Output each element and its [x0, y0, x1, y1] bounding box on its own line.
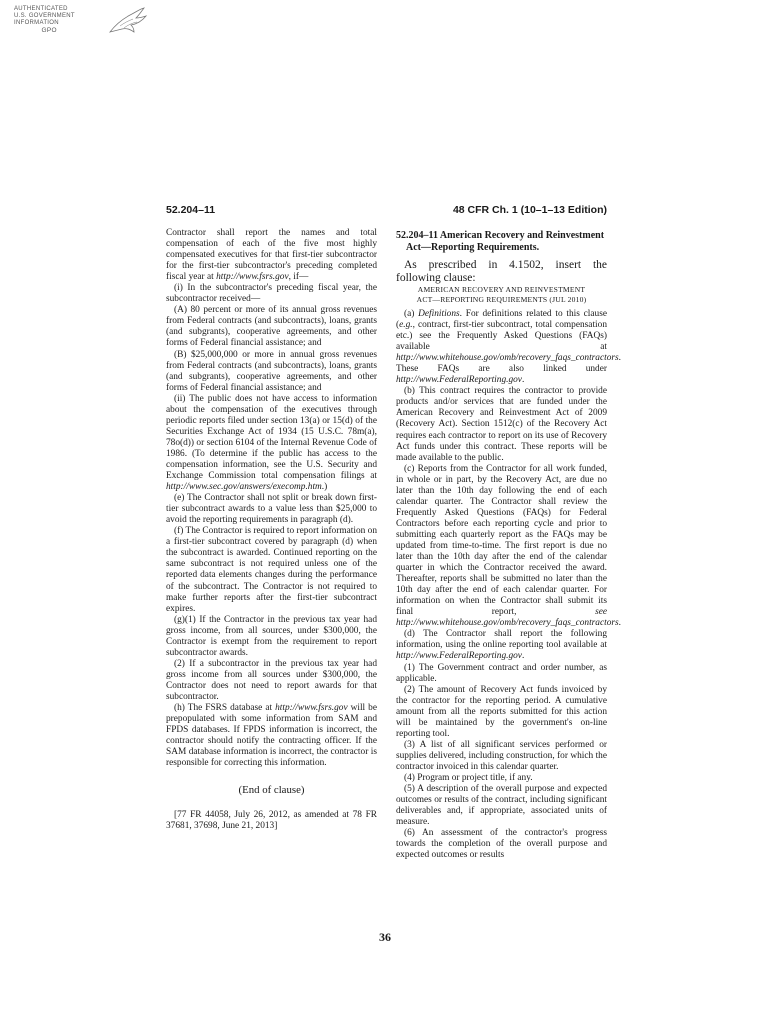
paragraph: (2) The amount of Recovery Act funds invoiced by the contractor for the reporting period. A cumulative amount from all the reports submitted for this action will be maintained by the government's on-line reporting tool.: [396, 684, 607, 739]
paragraph: (2) If a subcontractor in the previous tax year had gross income from all sources under $300,000, the Contractor does not need to report awards for that subcontractor.: [166, 658, 377, 702]
link: http://www.FederalReporting.gov: [396, 651, 522, 662]
edition-title: 48 CFR Ch. 1 (10–1–13 Edition): [452, 204, 607, 216]
paragraph: (h) The FSRS database at http://www.fsrs.gov will be prepopulated with some information from SAM and FPDS databases. If FPDS information is incorrect, the contractor should notify the contracting officer. If the SAM database information is incorrect, the contractor is responsible for correcting this information.: [166, 703, 377, 769]
clause-title: [396, 285, 607, 305]
paragraph: (c) Reports from the Contractor for all work funded, in whole or in part, by the Recovery Act, are due no later than the 10th day following the end of each calendar quarter. The Contractor shall review the Frequently Asked Questions (FAQs) for Federal Contractors before each reporting cycle and prior to submitting each quarterly report as the FAQs may be updated from time-to-time. The first report is due no later than the 10th day after the end of the calendar quarter in which the Contractor received the award. Thereafter, reports shall be submitted no later than the 10th day after the end of each calendar quarter. For information on when the Contractor shall submit its final report, see http://www.whitehouse.gov/omb/recovery_faqs_contractors.: [396, 463, 622, 629]
paragraph: Contractor shall report the names and total compensation of each of the five most highly compensated executives for that first-tier subcontractor for the first-tier subcontractor's preceding completed fiscal year at http://www.fsrs.gov, if—: [166, 228, 377, 283]
clause-title-line: AMERICAN RECOVERY AND REINVESTMENT: [417, 285, 586, 294]
link: http://www.fsrs.gov: [275, 703, 348, 714]
paragraph: (B) $25,000,000 or more in annual gross revenues from Federal contracts (and subcontracts), loans, grants (and subgrants), cooperative agreements, and other forms of Federal financial assistance; and: [166, 349, 377, 393]
seal-line-1: AUTHENTICATED: [14, 6, 68, 12]
running-head: [166, 204, 607, 220]
eagle-icon: [106, 6, 148, 36]
paragraph: (e) The Contractor shall not split or break down first-tier subcontract awards to a value less than $25,000 to avoid the reporting requirements in paragraph (d).: [166, 493, 377, 526]
left-column: [166, 228, 377, 832]
link: http://www.FederalReporting.gov: [396, 375, 522, 386]
link: http://www.whitehouse.gov/omb/recovery_faqs_contractors: [396, 618, 619, 629]
paragraph: (3) A list of all significant services performed or supplies delivered, including construction, for which the contractor invoiced in this calendar quarter.: [396, 739, 607, 772]
right-column: [396, 228, 622, 861]
paragraph: (g)(1) If the Contractor in the previous tax year had gross income, from all sources, under $300,000, the Contractor is exempt from the requirement to report subcontractor awards.: [166, 614, 377, 658]
section-number: 52.204–11: [166, 204, 216, 216]
citation: [77 FR 44058, July 26, 2012, as amended at 78 FR 37681, 37698, June 21, 2013]: [166, 810, 377, 832]
end-of-clause: (End of clause): [238, 784, 305, 797]
gpo-authentication-seal: [14, 6, 144, 52]
paragraph: (5) A description of the overall purpose and expected outcomes or results of the contract, including significant deliverables and, if appropriate, associated units of measure.: [396, 784, 607, 828]
paragraph: (b) This contract requires the contractor to provide products and/or services that are funded under the American Recovery and Reinvestment Act of 2009 (Recovery Act). Section 1512(c) of the Recovery Act requires each contractor to report on its use of Recovery Act funds under this contract. These reports will be made available to the public.: [396, 386, 607, 463]
paragraph: (6) An assessment of the contractor's progress towards the completion of the overall purpose and expected outcomes or results: [396, 828, 607, 861]
seal-line-4: GPO: [41, 27, 57, 34]
seal-text: [14, 6, 75, 34]
paragraph: (ii) The public does not have access to information about the compensation of the executives through periodic reports filed under section 13(a) or 15(d) of the Securities Exchange Act of 1934 (15 U.S.C. 78m(a), 78o(d)) or section 6104 of the Internal Revenue Code of 1986. (To determine if the public has access to the compensation information, see the U.S. Security and Exchange Commission total compensation filings at http://www.sec.gov/answers/execomp.htm.): [166, 393, 377, 493]
prescription-statement: As prescribed in 4.1502, insert the following clause:: [396, 259, 607, 284]
page-number: 36: [379, 930, 391, 944]
seal-line-3: INFORMATION: [14, 20, 59, 26]
paragraph: (A) 80 percent or more of its annual gross revenues from Federal contracts (and subcontracts), loans, grants (and subgrants), cooperative agreements, and other forms of Federal financial assistance; and: [166, 305, 377, 349]
seal-line-2: U.S. GOVERNMENT: [14, 13, 75, 19]
paragraph: (4) Program or project title, if any.: [404, 772, 533, 783]
paragraph: (1) The Government contract and order number, as applicable.: [396, 662, 607, 684]
clause-title-line: ACT—REPORTING REQUIREMENTS (JUL 2010): [416, 295, 587, 304]
paragraph: (i) In the subcontractor's preceding fiscal year, the subcontractor received—: [166, 283, 377, 305]
paragraph: (d) The Contractor shall report the following information, using the online reporting tool available at http://www.FederalReporting.gov.: [396, 629, 607, 662]
link: http://www.fsrs.gov: [216, 272, 289, 283]
section-heading: 52.204–11 American Recovery and Reinvestment Act—Reporting Requirements.: [396, 230, 605, 253]
paragraph: (a) Definitions. For definitions related to this clause (e.g., contract, first-tier subcontract, total compensation etc.) see the Frequently Asked Questions (FAQs) available at http://www.whitehouse.gov/omb/recovery_faqs_contractors. These FAQs are also linked under http://www.FederalReporting.gov.: [396, 309, 622, 386]
link: http://www.whitehouse.gov/omb/recovery_faqs_contractors: [396, 353, 619, 364]
link: http://www.sec.gov/answers/execomp.htm: [166, 482, 322, 493]
paragraph: (f) The Contractor is required to report information on a first-tier subcontract covered by paragraph (d) when the subcontract is awarded. Continued reporting on the same subcontract is not required unless one of the reported data elements changes during the performance of the subcontract. The Contractor is not required to make further reports after the first-tier subcontract expires.: [166, 526, 377, 614]
